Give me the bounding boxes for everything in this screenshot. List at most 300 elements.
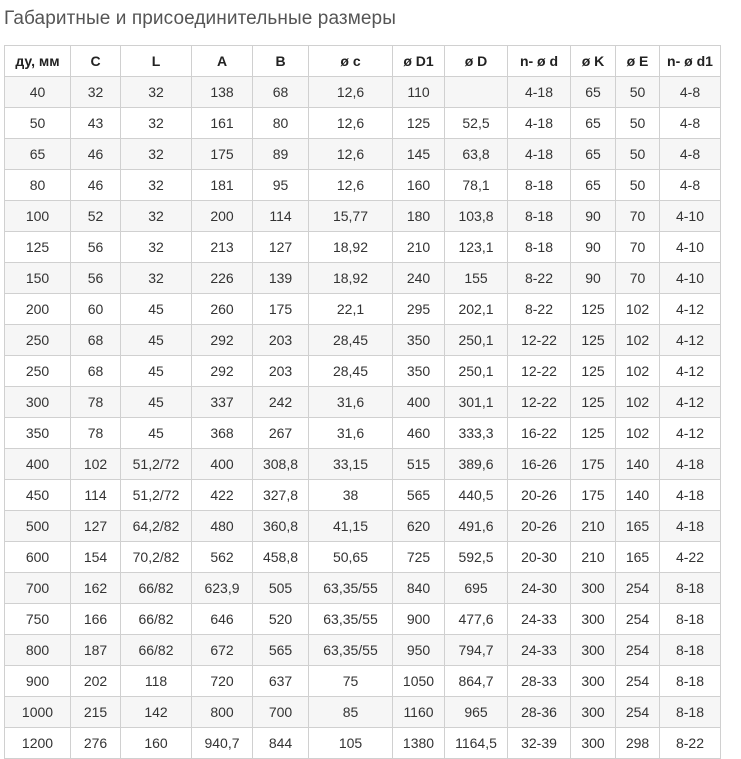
table-cell: 210	[571, 542, 616, 573]
table-cell: 70	[616, 232, 660, 263]
table-cell: 51,2/72	[121, 449, 192, 480]
table-cell: 1380	[393, 728, 445, 759]
table-row	[5, 604, 721, 635]
table-cell: 45	[121, 356, 192, 387]
table-cell: 298	[616, 728, 660, 759]
column-header: L	[121, 46, 192, 77]
table-cell: 41,15	[309, 511, 393, 542]
table-cell: 80	[253, 108, 309, 139]
table-cell: 56	[71, 232, 121, 263]
table-cell: 4-12	[660, 356, 721, 387]
table-cell: 515	[393, 449, 445, 480]
table-cell: 12,6	[309, 170, 393, 201]
table-cell: 4-8	[660, 77, 721, 108]
table-row	[5, 77, 721, 108]
table-cell: 965	[445, 697, 508, 728]
table-cell: 12,6	[309, 77, 393, 108]
table-row	[5, 697, 721, 728]
table-cell: 142	[121, 697, 192, 728]
table-cell: 8-18	[660, 666, 721, 697]
table-cell: 4-12	[660, 325, 721, 356]
table-cell: 4-12	[660, 387, 721, 418]
table-cell: 127	[253, 232, 309, 263]
table-cell: 800	[5, 635, 71, 666]
table-cell: 4-8	[660, 170, 721, 201]
table-cell: 16-22	[508, 418, 571, 449]
table-cell: 900	[5, 666, 71, 697]
table-cell: 8-22	[508, 263, 571, 294]
table-cell: 350	[5, 418, 71, 449]
table-cell: 114	[253, 201, 309, 232]
table-cell: 154	[71, 542, 121, 573]
table-cell: 292	[192, 325, 253, 356]
table-cell: 45	[121, 387, 192, 418]
table-cell: 491,6	[445, 511, 508, 542]
table-cell: 389,6	[445, 449, 508, 480]
table-row	[5, 325, 721, 356]
table-cell: 75	[309, 666, 393, 697]
table-cell: 565	[253, 635, 309, 666]
table-cell: 4-8	[660, 108, 721, 139]
table-cell: 162	[71, 573, 121, 604]
table-cell: 250,1	[445, 325, 508, 356]
table-cell: 300	[571, 604, 616, 635]
table-row	[5, 294, 721, 325]
table-cell: 242	[253, 387, 309, 418]
table-cell: 400	[393, 387, 445, 418]
table-cell: 300	[571, 635, 616, 666]
table-cell: 160	[121, 728, 192, 759]
table-cell: 250,1	[445, 356, 508, 387]
table-cell: 70	[616, 201, 660, 232]
table-cell: 125	[571, 387, 616, 418]
table-cell: 114	[71, 480, 121, 511]
table-cell: 300	[571, 697, 616, 728]
table-cell: 28,45	[309, 325, 393, 356]
table-cell: 1164,5	[445, 728, 508, 759]
table-cell: 32	[121, 232, 192, 263]
table-cell: 43	[71, 108, 121, 139]
table-cell: 695	[445, 573, 508, 604]
table-cell: 45	[121, 325, 192, 356]
page-title: Габаритные и присоединительные размеры	[4, 8, 396, 29]
table-cell: 240	[393, 263, 445, 294]
table-cell: 210	[571, 511, 616, 542]
table-cell: 50	[616, 108, 660, 139]
table-cell: 725	[393, 542, 445, 573]
table-cell: 68	[71, 356, 121, 387]
table-row	[5, 635, 721, 666]
table-cell: 102	[616, 356, 660, 387]
table-cell: 32-39	[508, 728, 571, 759]
table-cell: 210	[393, 232, 445, 263]
table-cell: 50,65	[309, 542, 393, 573]
table-cell: 900	[393, 604, 445, 635]
column-header: ø c	[309, 46, 393, 77]
table-cell: 202,1	[445, 294, 508, 325]
column-header: ø D1	[393, 46, 445, 77]
table-cell: 250	[5, 356, 71, 387]
table-row	[5, 232, 721, 263]
table-cell: 38	[309, 480, 393, 511]
table-cell: 32	[121, 108, 192, 139]
table-cell: 672	[192, 635, 253, 666]
table-cell: 4-18	[508, 139, 571, 170]
table-cell: 4-12	[660, 294, 721, 325]
table-cell: 4-8	[660, 139, 721, 170]
table-cell: 750	[5, 604, 71, 635]
table-cell: 28-33	[508, 666, 571, 697]
table-cell: 123,1	[445, 232, 508, 263]
table-cell: 254	[616, 573, 660, 604]
table-cell: 140	[616, 449, 660, 480]
table-cell: 125	[571, 294, 616, 325]
table-cell: 65	[571, 108, 616, 139]
table-row	[5, 201, 721, 232]
table-cell: 45	[121, 418, 192, 449]
table-cell: 32	[121, 77, 192, 108]
table-cell: 940,7	[192, 728, 253, 759]
table-row	[5, 511, 721, 542]
table-cell: 32	[121, 139, 192, 170]
table-cell: 864,7	[445, 666, 508, 697]
table-cell: 32	[121, 201, 192, 232]
table-row	[5, 263, 721, 294]
table-cell: 63,35/55	[309, 635, 393, 666]
table-cell: 187	[71, 635, 121, 666]
table-cell: 720	[192, 666, 253, 697]
table-cell: 18,92	[309, 263, 393, 294]
table-cell: 215	[71, 697, 121, 728]
table-cell: 105	[309, 728, 393, 759]
table-cell: 1000	[5, 697, 71, 728]
table-cell: 165	[616, 511, 660, 542]
table-cell: 202	[71, 666, 121, 697]
table-cell: 12-22	[508, 387, 571, 418]
table-cell: 4-22	[660, 542, 721, 573]
table-cell: 350	[393, 325, 445, 356]
table-cell: 145	[393, 139, 445, 170]
table-cell: 125	[571, 325, 616, 356]
dimensions-table	[4, 45, 721, 759]
table-cell: 623,9	[192, 573, 253, 604]
table-cell: 562	[192, 542, 253, 573]
table-cell: 477,6	[445, 604, 508, 635]
table-cell: 8-18	[660, 604, 721, 635]
table-cell: 15,77	[309, 201, 393, 232]
table-cell: 150	[5, 263, 71, 294]
table-cell: 90	[571, 232, 616, 263]
table-row	[5, 573, 721, 604]
table-cell: 840	[393, 573, 445, 604]
table-cell: 254	[616, 697, 660, 728]
table-row	[5, 480, 721, 511]
table-cell: 20-26	[508, 511, 571, 542]
table-cell: 8-18	[508, 201, 571, 232]
table-cell: 90	[571, 263, 616, 294]
table-cell: 226	[192, 263, 253, 294]
table-row	[5, 449, 721, 480]
table-cell: 450	[5, 480, 71, 511]
table-cell: 333,3	[445, 418, 508, 449]
table-cell: 844	[253, 728, 309, 759]
table-cell: 80	[5, 170, 71, 201]
table-cell: 360,8	[253, 511, 309, 542]
table-cell: 70	[616, 263, 660, 294]
table-cell: 33,15	[309, 449, 393, 480]
table-cell: 800	[192, 697, 253, 728]
table-cell: 160	[393, 170, 445, 201]
table-cell: 60	[71, 294, 121, 325]
table-row	[5, 108, 721, 139]
table-cell: 78,1	[445, 170, 508, 201]
table-row	[5, 170, 721, 201]
table-cell: 422	[192, 480, 253, 511]
table-cell: 32	[71, 77, 121, 108]
table-row	[5, 356, 721, 387]
table-cell: 646	[192, 604, 253, 635]
table-cell: 31,6	[309, 387, 393, 418]
table-cell: 200	[192, 201, 253, 232]
table-cell: 4-18	[508, 108, 571, 139]
table-cell: 300	[5, 387, 71, 418]
table-cell: 308,8	[253, 449, 309, 480]
table-cell: 175	[571, 480, 616, 511]
table-cell: 155	[445, 263, 508, 294]
table-cell: 300	[571, 728, 616, 759]
table-cell: 12,6	[309, 108, 393, 139]
table-cell: 292	[192, 356, 253, 387]
table-cell: 4-10	[660, 263, 721, 294]
table-cell: 213	[192, 232, 253, 263]
table-cell: 1160	[393, 697, 445, 728]
table-cell: 950	[393, 635, 445, 666]
table-cell: 295	[393, 294, 445, 325]
table-cell: 165	[616, 542, 660, 573]
table-cell: 103,8	[445, 201, 508, 232]
table-cell: 700	[5, 573, 71, 604]
table-cell: 350	[393, 356, 445, 387]
table-cell: 8-18	[508, 232, 571, 263]
table-cell: 78	[71, 387, 121, 418]
table-cell: 68	[253, 77, 309, 108]
table-cell: 16-26	[508, 449, 571, 480]
table-cell: 18,92	[309, 232, 393, 263]
table-cell: 66/82	[121, 635, 192, 666]
table-cell: 31,6	[309, 418, 393, 449]
table-cell: 65	[571, 170, 616, 201]
table-cell: 90	[571, 201, 616, 232]
table-cell: 65	[571, 77, 616, 108]
column-header: ду, мм	[5, 46, 71, 77]
table-cell: 620	[393, 511, 445, 542]
table-cell: 565	[393, 480, 445, 511]
table-cell: 637	[253, 666, 309, 697]
table-cell: 12,6	[309, 139, 393, 170]
table-cell: 4-18	[660, 511, 721, 542]
table-cell: 24-33	[508, 604, 571, 635]
table-cell: 301,1	[445, 387, 508, 418]
table-cell: 102	[616, 325, 660, 356]
table-cell: 267	[253, 418, 309, 449]
table-cell: 1050	[393, 666, 445, 697]
table-cell: 125	[571, 356, 616, 387]
table-cell: 100	[5, 201, 71, 232]
table-cell: 203	[253, 325, 309, 356]
table-cell: 400	[192, 449, 253, 480]
column-header: C	[71, 46, 121, 77]
table-cell: 66/82	[121, 604, 192, 635]
table-cell: 8-18	[660, 573, 721, 604]
table-cell: 125	[393, 108, 445, 139]
table-cell: 127	[71, 511, 121, 542]
column-header: ø E	[616, 46, 660, 77]
table-cell: 327,8	[253, 480, 309, 511]
table-cell: 89	[253, 139, 309, 170]
table-cell: 51,2/72	[121, 480, 192, 511]
table-cell: 68	[71, 325, 121, 356]
table-body	[5, 77, 721, 759]
table-row	[5, 418, 721, 449]
table-cell: 254	[616, 604, 660, 635]
table-cell: 95	[253, 170, 309, 201]
table-cell: 460	[393, 418, 445, 449]
table-cell: 118	[121, 666, 192, 697]
column-header: ø K	[571, 46, 616, 77]
table-cell: 63,35/55	[309, 573, 393, 604]
table-cell: 161	[192, 108, 253, 139]
table-cell: 4-12	[660, 418, 721, 449]
table-cell: 125	[5, 232, 71, 263]
table-cell: 52	[71, 201, 121, 232]
table-cell: 20-30	[508, 542, 571, 573]
table-cell: 400	[5, 449, 71, 480]
table-cell: 4-10	[660, 232, 721, 263]
table-cell: 78	[71, 418, 121, 449]
column-header: n- ø d	[508, 46, 571, 77]
table-cell: 125	[571, 418, 616, 449]
table-cell: 4-18	[660, 449, 721, 480]
table-row	[5, 542, 721, 573]
table-cell: 32	[121, 170, 192, 201]
table-row	[5, 728, 721, 759]
table-cell: 102	[616, 387, 660, 418]
column-header: n- ø d1	[660, 46, 721, 77]
table-cell: 102	[71, 449, 121, 480]
table-cell: 65	[5, 139, 71, 170]
table-cell: 24-30	[508, 573, 571, 604]
table-cell: 8-18	[660, 635, 721, 666]
table-cell: 200	[5, 294, 71, 325]
table-cell: 139	[253, 263, 309, 294]
table-cell: 12-22	[508, 356, 571, 387]
table-cell: 4-18	[660, 480, 721, 511]
table-cell: 50	[616, 139, 660, 170]
table-cell: 203	[253, 356, 309, 387]
table-cell: 505	[253, 573, 309, 604]
column-header: B	[253, 46, 309, 77]
table-cell: 140	[616, 480, 660, 511]
table-cell: 46	[71, 139, 121, 170]
table-cell: 63,35/55	[309, 604, 393, 635]
table-cell: 260	[192, 294, 253, 325]
table-cell: 4-18	[508, 77, 571, 108]
table-cell: 175	[253, 294, 309, 325]
table-cell: 458,8	[253, 542, 309, 573]
column-header: A	[192, 46, 253, 77]
table-cell: 480	[192, 511, 253, 542]
table-cell: 592,5	[445, 542, 508, 573]
table-cell: 50	[616, 170, 660, 201]
table-cell: 46	[71, 170, 121, 201]
table-row	[5, 139, 721, 170]
table-cell: 520	[253, 604, 309, 635]
table-header-row	[5, 46, 721, 77]
table-cell: 4-10	[660, 201, 721, 232]
table-cell: 254	[616, 635, 660, 666]
table-cell: 24-33	[508, 635, 571, 666]
table-cell: 250	[5, 325, 71, 356]
table-cell: 20-26	[508, 480, 571, 511]
table-cell: 28,45	[309, 356, 393, 387]
table-cell: 276	[71, 728, 121, 759]
table-row	[5, 666, 721, 697]
table-cell: 700	[253, 697, 309, 728]
table-cell: 180	[393, 201, 445, 232]
table-cell: 65	[571, 139, 616, 170]
table-cell: 102	[616, 418, 660, 449]
table-cell: 22,1	[309, 294, 393, 325]
table-cell: 8-22	[508, 294, 571, 325]
table-cell: 175	[571, 449, 616, 480]
table-cell: 440,5	[445, 480, 508, 511]
table-cell: 1200	[5, 728, 71, 759]
table-cell: 8-18	[508, 170, 571, 201]
table-cell: 50	[5, 108, 71, 139]
table-cell: 175	[192, 139, 253, 170]
table-cell: 337	[192, 387, 253, 418]
table-cell: 794,7	[445, 635, 508, 666]
table-cell: 300	[571, 666, 616, 697]
table-cell: 32	[121, 263, 192, 294]
table-cell: 138	[192, 77, 253, 108]
table-cell: 85	[309, 697, 393, 728]
table-cell: 8-22	[660, 728, 721, 759]
table-cell: 166	[71, 604, 121, 635]
table-cell	[445, 77, 508, 108]
table-cell: 52,5	[445, 108, 508, 139]
table-cell: 102	[616, 294, 660, 325]
table-cell: 50	[616, 77, 660, 108]
table-cell: 64,2/82	[121, 511, 192, 542]
table-cell: 63,8	[445, 139, 508, 170]
table-cell: 40	[5, 77, 71, 108]
table-cell: 254	[616, 666, 660, 697]
table-cell: 12-22	[508, 325, 571, 356]
table-cell: 110	[393, 77, 445, 108]
table-cell: 300	[571, 573, 616, 604]
table-cell: 56	[71, 263, 121, 294]
table-cell: 28-36	[508, 697, 571, 728]
table-cell: 368	[192, 418, 253, 449]
table-cell: 600	[5, 542, 71, 573]
column-header: ø D	[445, 46, 508, 77]
table-cell: 8-18	[660, 697, 721, 728]
table-cell: 500	[5, 511, 71, 542]
table-row	[5, 387, 721, 418]
table-cell: 181	[192, 170, 253, 201]
table-cell: 70,2/82	[121, 542, 192, 573]
